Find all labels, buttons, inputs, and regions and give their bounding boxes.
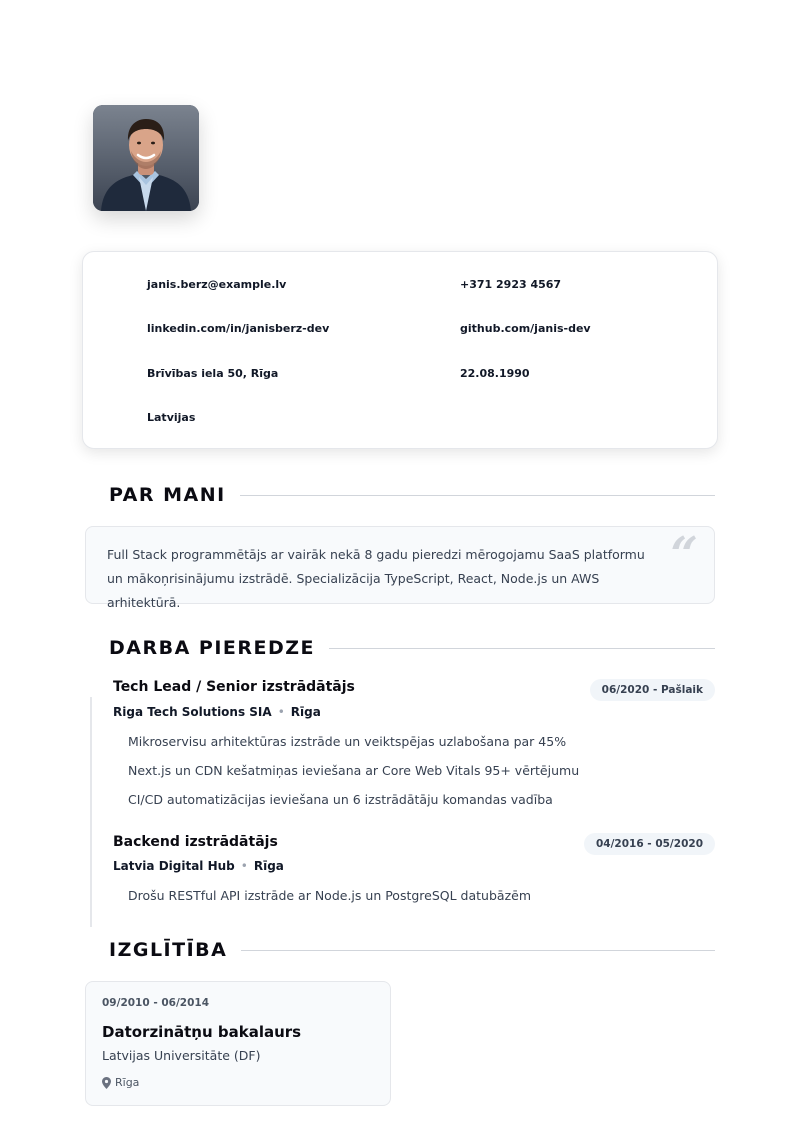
- timeline-line: [90, 697, 92, 927]
- contact-address: Brīvības iela 50, Rīga: [147, 367, 279, 380]
- section-divider: [329, 648, 715, 649]
- education-location-row: [102, 1076, 139, 1089]
- job-company-line: [113, 705, 321, 719]
- contact-birthdate: 22.08.1990: [460, 367, 530, 380]
- job-company: Riga Tech Solutions SIA: [113, 705, 272, 719]
- about-box: [85, 526, 715, 610]
- education-location: Rīga: [115, 1076, 140, 1089]
- job-title: Tech Lead / Senior izstrādātājs: [113, 679, 355, 695]
- education-dates: 09/2010 - 06/2014: [102, 997, 210, 1009]
- contact-card: [82, 251, 718, 449]
- profile-photo: [93, 105, 199, 211]
- contact-phone[interactable]: +371 2923 4567: [460, 278, 562, 291]
- contact-github[interactable]: github.com/janis-dev: [460, 322, 591, 335]
- separator-dot: •: [277, 705, 285, 719]
- about-heading: PAR MANI: [109, 484, 226, 506]
- job-company: Latvia Digital Hub: [113, 859, 235, 873]
- contact-nationality: Latvijas: [147, 411, 196, 424]
- education-school: Latvijas Universitāte (DF): [102, 1048, 261, 1063]
- education-card: [85, 981, 391, 1106]
- education-heading: IZGLĪTĪBA: [109, 939, 228, 961]
- education-degree: Datorzinātņu bakalaurs: [102, 1023, 302, 1041]
- education-section-header: [109, 939, 715, 961]
- job-bullet: CI/CD automatizācijas ieviešana un 6 izstrādātāju komandas vadība: [128, 792, 553, 807]
- job-location: Rīga: [290, 705, 321, 719]
- about-text: Full Stack programmētājs ar vairāk nekā 8 gadu pieredzi mērogojamu SaaS platformu un mākoņrisinājumu izstrādē. Specializācija TypeScript, React, Node.js un AWS arhitektūrā.: [107, 547, 645, 610]
- separator-dot: •: [240, 859, 248, 873]
- section-divider: [240, 495, 715, 496]
- map-pin-icon: [102, 1077, 111, 1089]
- job-date-badge: 04/2016 - 05/2020: [584, 833, 715, 855]
- contact-linkedin[interactable]: linkedin.com/in/janisberz-dev: [147, 322, 330, 335]
- quote-icon: “: [670, 527, 698, 583]
- job-bullet: Next.js un CDN kešatmiņas ieviešana ar Core Web Vitals 95+ vērtējumu: [128, 763, 580, 778]
- experience-heading: DARBA PIEREDZE: [109, 637, 316, 659]
- job-location: Rīga: [253, 859, 284, 873]
- job-title: Backend izstrādātājs: [113, 834, 278, 850]
- contact-email[interactable]: janis.berz@example.lv: [147, 278, 287, 291]
- job-date-badge: 06/2020 - Pašlaik: [590, 679, 715, 701]
- job-company-line: [113, 859, 284, 873]
- job-bullet: Drošu RESTful API izstrāde ar Node.js un PostgreSQL datubāzēm: [128, 888, 532, 903]
- about-section-header: [109, 484, 715, 506]
- experience-section-header: [109, 637, 715, 659]
- profile-photo-image: [93, 105, 199, 211]
- section-divider: [241, 950, 715, 951]
- job-bullet: Mikroservisu arhitektūras izstrāde un veiktspējas uzlabošana par 45%: [128, 734, 567, 749]
